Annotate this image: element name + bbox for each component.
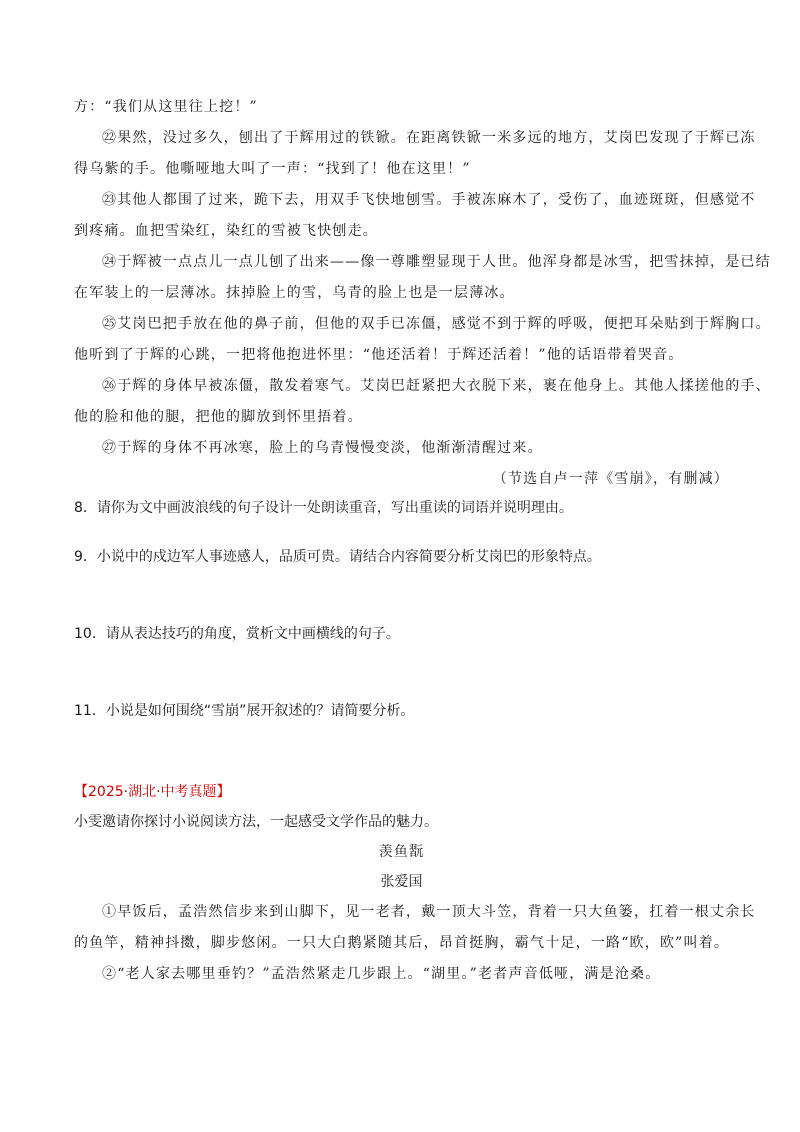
exam-source-tag: 【2025·湖北·中考真题】 bbox=[74, 784, 231, 800]
paragraph-26: ㉖于辉的身体早被冻僵，散发着寒气。艾岗巴赶紧把大衣脱下来，裹在他身上。其他人揉搓他的手、 bbox=[102, 378, 771, 394]
paragraph-22: ㉒果然，没过多久，刨出了于辉用过的铁锨。在距离铁锨一米多远的地方，艾岗巴发现了于辉已冻 bbox=[102, 130, 756, 146]
story-title: 羡鱼翫 bbox=[378, 844, 425, 860]
question-11: 11．小说是如何围绕“雪崩”展开叙述的？请简要分析。 bbox=[74, 703, 415, 719]
passage-line: 到疼痛。血把雪染红，染红的雪被飞快刨走。 bbox=[74, 223, 378, 239]
passage-line: 在军装上的一层薄冰。抹掉脸上的雪，乌青的脸上也是一层薄冰。 bbox=[74, 285, 515, 301]
paragraph-27: ㉗于辉的身体不再冰寒，脸上的乌青慢慢变淡，他渐渐清醒过来。 bbox=[102, 440, 543, 456]
paragraph-24: ㉔于辉被一点点儿一点儿刨了出来——像一尊雕塑显现于人世。他浑身都是冰雪，把雪抹掉，是已结 bbox=[102, 254, 771, 270]
document-page bbox=[74, 92, 771, 990]
paragraph-25: ㉕艾岗巴把手放在他的鼻子前，但他的双手已冻僵，感觉不到于辉的呼吸，便把耳朵贴到于辉胸口。 bbox=[102, 316, 771, 332]
passage-line: 他听到了于辉的心跳，一把将他抱进怀里：“他还活着！于辉还活着！”他的话语带着哭音。 bbox=[74, 347, 684, 363]
passage-source: （节选自卢一萍《雪崩》，有删减） bbox=[492, 471, 729, 487]
intro-text: 小雯邀请你探讨小说阅读方法，一起感受文学作品的魅力。 bbox=[74, 814, 438, 830]
passage-line: 方：“我们从这里往上挖！” bbox=[74, 99, 258, 115]
story-paragraph-2: ②“老人家去哪里垂钓？”孟浩然紧走几步跟上。“湖里。”老者声音低哑，满是沧桑。 bbox=[102, 966, 661, 982]
story-excerpt bbox=[74, 897, 756, 990]
passage-line: 得乌紫的手。他嘶哑地大叫了一声：“找到了！他在这里！” bbox=[74, 161, 471, 177]
story-paragraph-1: ①早饭后，孟浩然信步来到山脚下，见一老者，戴一顶大斗笠，背着一只大鱼篓，扛着一根丈余长 bbox=[102, 904, 756, 920]
story-line: 的鱼竿，精神抖擞，脚步悠闲。一只大白鹅紧随其后，昂首挺胸，霸气十足，一路“欧，欧”叫着。 bbox=[74, 935, 730, 951]
passage-line: 他的脸和他的腿，把他的脚放到怀里捂着。 bbox=[74, 409, 363, 425]
question-9: 9．小说中的戍边军人事迹感人，品质可贵。请结合内容简要分析艾岗巴的形象特点。 bbox=[74, 549, 601, 565]
story-author: 张爱国 bbox=[380, 874, 423, 890]
passage-excerpt bbox=[74, 92, 771, 495]
question-10: 10．请从表达技巧的角度，赏析文中画横线的句子。 bbox=[74, 626, 400, 642]
paragraph-23: ㉓其他人都围了过来，跪下去，用双手飞快地刨雪。手被冻麻木了，受伤了，血迹斑斑，但感觉不 bbox=[102, 192, 756, 208]
question-8: 8．请你为文中画波浪线的句子设计一处朗读重音，写出重读的词语并说明理由。 bbox=[74, 500, 573, 516]
